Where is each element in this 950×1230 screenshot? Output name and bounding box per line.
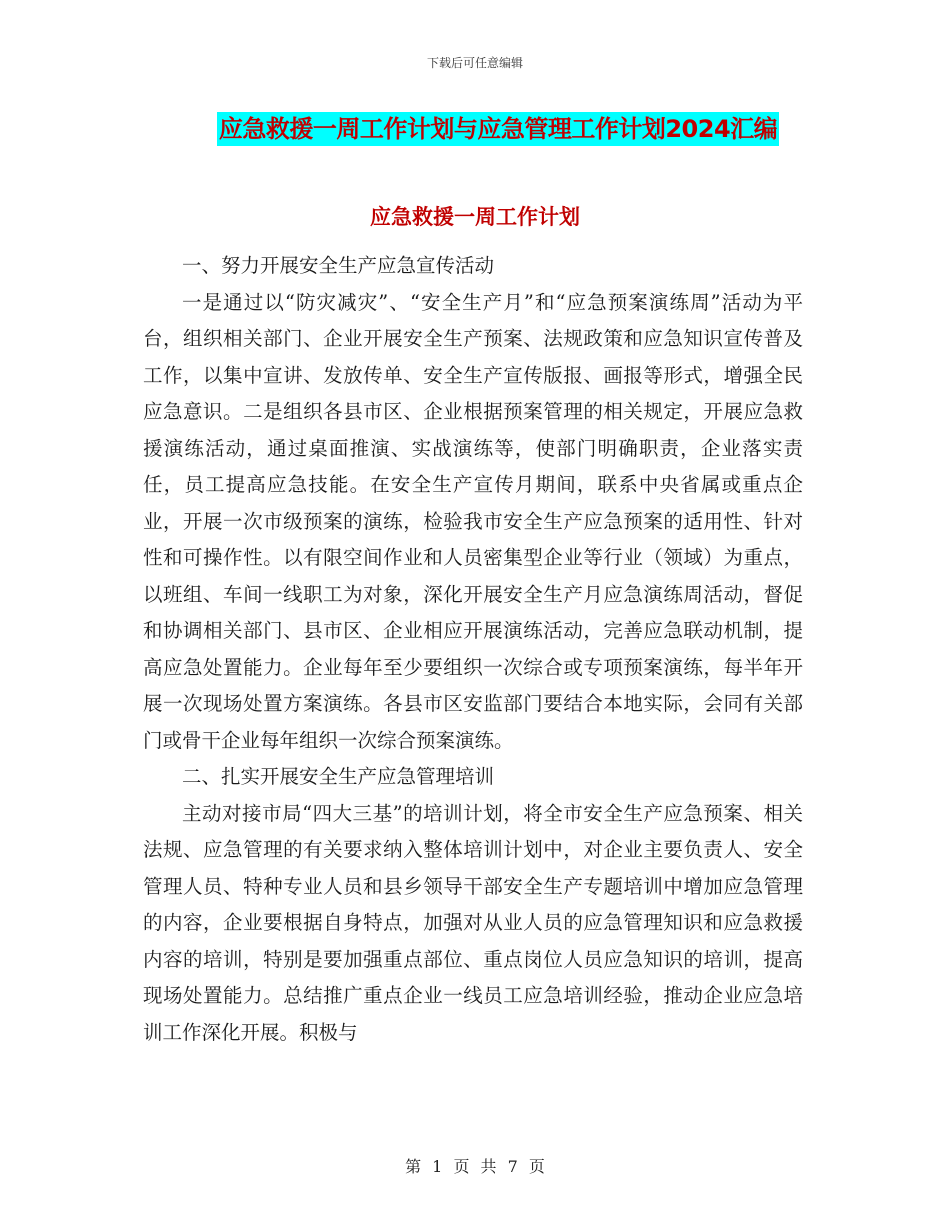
document-title: 应急救援一周工作计划与应急管理工作计划2024汇编: [217, 112, 779, 146]
section-title: 应急救援一周工作计划: [370, 205, 580, 229]
paragraph: 主动对接市局“四大三基”的培训计划，将全市安全生产应急预案、相关法规、应急管理的有关要求纳入整体培训计划中，对企业主要负责人、安全管理人员、特种专业人员和县乡领导干部安全生产专题培训中增加应急管理的内容，企业要根据自身特点，加强对从业人员的应急管理知识和应急救援内容的培训，特别是要加强重点部位、重点岗位人员应急知识的培训，提高现场处置能力。总结推广重点企业一线员工应急培训经验，推动企业应急培训工作深化开展。积极与: [143, 801, 803, 1044]
heading-two: 二、扎实开展安全生产应急管理培训: [182, 765, 495, 788]
page-header-note: 下载后可任意编辑: [426, 56, 523, 70]
page-number: 第 1 页 共 7 页: [405, 1157, 545, 1176]
document-body: [143, 248, 803, 1051]
title-container: [0, 112, 950, 146]
paragraph: 一是通过以“防灾减灾”、“安全生产月”和“应急预案演练周”活动为平台，组织相关部门、企业开展安全生产预案、法规政策和应急知识宣传普及工作，以集中宣讲、发放传单、安全生产宣传版报、画报等形式，增强全民应急意识。二是组织各县市区、企业根据预案管理的相关规定，开展应急救援演练活动，通过桌面推演、实战演练等，使部门明确职责，企业落实责任，员工提高应急技能。在安全生产宣传月期间，联系中央省属或重点企业，开展一次市级预案的演练，检验我市安全生产应急预案的适用性、针对性和可操作性。以有限空间作业和人员密集型企业等行业（领域）为重点，以班组、车间一线职工为对象，深化开展安全生产月应急演练周活动，督促和协调相关部门、县市区、企业相应开展演练活动，完善应急联动机制，提高应急处置能力。企业每年至少要组织一次综合或专项预案演练，每半年开展一次现场处置方案演练。各县市区安监部门要结合本地实际，会同有关部门或骨干企业每年组织一次综合预案演练。: [143, 290, 803, 752]
heading-one: 一、努力开展安全生产应急宣传活动: [182, 254, 495, 277]
